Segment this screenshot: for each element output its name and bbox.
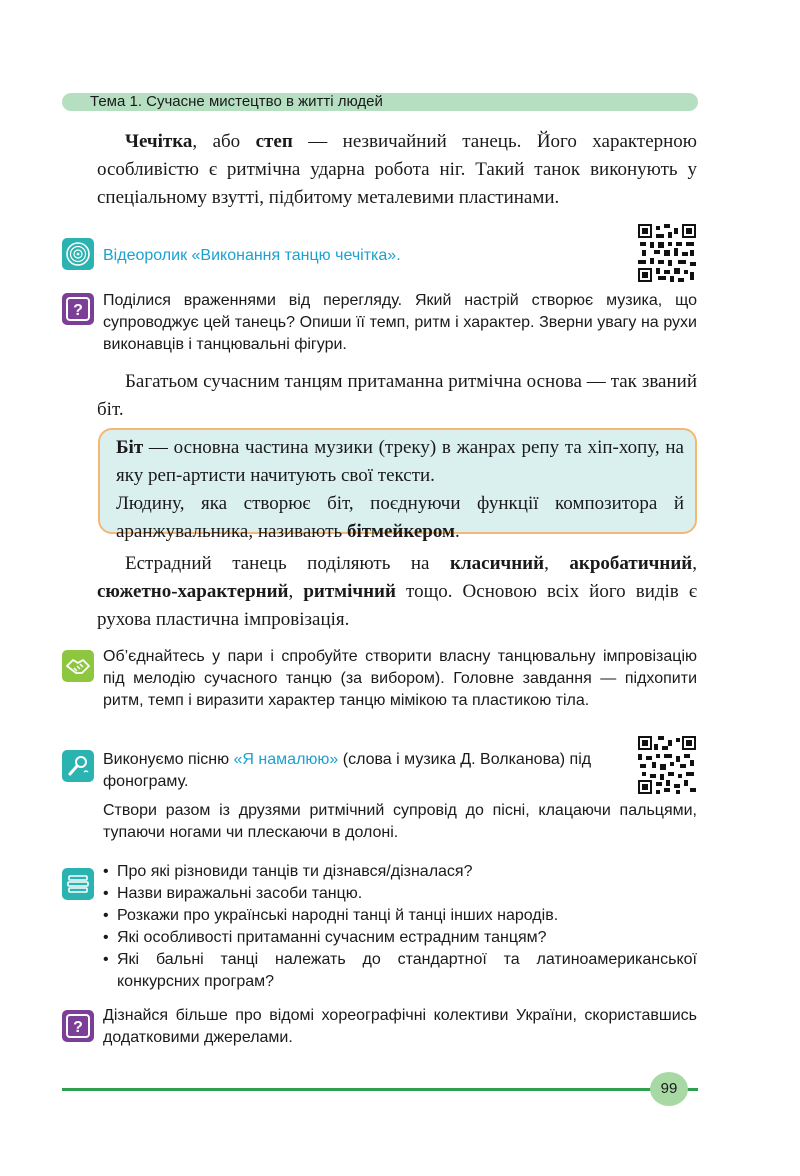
song-title-link[interactable]: «Я намалюю» [233, 751, 339, 768]
term-bit: Біт [116, 437, 144, 458]
question-2-text: Дізнайся більше про відомі хореографічні колективи України, скориставшись додатковими джерелами. [103, 1007, 697, 1046]
list-item: • Які особливості притаманні сучасним естрадним танцям? [103, 927, 697, 949]
review-questions-list [103, 861, 697, 993]
page-number: 99 [650, 1072, 688, 1106]
term-bitmaker: бітмейкером [346, 521, 455, 542]
topic-header [62, 93, 698, 111]
intro-paragraph: Чечітка, або степ — незвичайний танець. Його характерною особливістю є ритмічна ударна робота ніг. Такий танок виконують у спеціальному взутті, підбитому металевими пластинами. [97, 131, 697, 208]
qr-code-icon-song[interactable] [638, 736, 696, 794]
handshake-icon [62, 650, 94, 682]
estrada-paragraph: Естрадний танець поділяють на класичний, акробатичний, сюжетно-характерний, ритмічний тощо. Основою всіх його видів є рухова пластична імпровізація. [97, 553, 698, 630]
rhythm-task-text: Створи разом із друзями ритмічний супровід до пісні, клацаючи пальцями, тупаючи ногами чи плескаючи в долоні. [103, 802, 697, 841]
beat-intro-paragraph: Багатьом сучасним танцям притаманна ритмічна основа — так званий біт. [97, 371, 697, 420]
footer-rule [62, 1088, 698, 1091]
song-text: Виконуємо пісню «Я намалюю» (слова і музика Д. Волканова) під фонограму. [103, 751, 592, 790]
term-chechitka: Чечітка [125, 131, 193, 152]
microphone-icon [62, 750, 94, 782]
definition-text: Біт — основна частина музики (треку) в жанрах репу та хіп-хопу, на яку реп-артисти начитують свої тексти. Людину, яка створює біт, поєднуючи функції композитора й аранжувальника, називають бітмейкером. [116, 437, 684, 542]
list-item: • Про які різновиди танців ти дізнався/дізналася? [103, 861, 697, 883]
qr-code-icon[interactable] [638, 224, 696, 282]
term-step: степ [255, 131, 293, 152]
topic-title: Тема 1. Сучасне мистецтво в житті людей [90, 93, 383, 110]
question-1-text: Поділися враженнями від перегляду. Який настрій створює музика, що супроводжує цей танець? Опиши її темп, ритм і характер. Зверни увагу на рухи виконавців і танцювальні фігури. [103, 292, 697, 353]
svg-text:?: ? [73, 302, 83, 319]
list-item: • Які бальні танці належать до стандартної та латиноамериканської конкурсних програм? [103, 949, 697, 993]
question-icon [62, 293, 94, 325]
list-item: • Розкажи про українські народні танці й танці інших народів. [103, 905, 697, 927]
books-icon [62, 868, 94, 900]
question-icon-2 [62, 1010, 94, 1042]
video-disc-icon[interactable] [62, 238, 94, 270]
video-link[interactable]: Відеоролик «Виконання танцю чечітка». [103, 247, 401, 264]
list-item: • Назви виражальні засоби танцю. [103, 883, 697, 905]
pair-task-text: Об’єднайтесь у пари і спробуйте створити власну танцювальну імпровізацію під мелодію сучасного танцю (за вибором). Головне завдання — підхопити ритм, темп і виразити характер танцю мімікою та пластикою тіла. [103, 648, 697, 709]
svg-text:?: ? [73, 1019, 83, 1036]
